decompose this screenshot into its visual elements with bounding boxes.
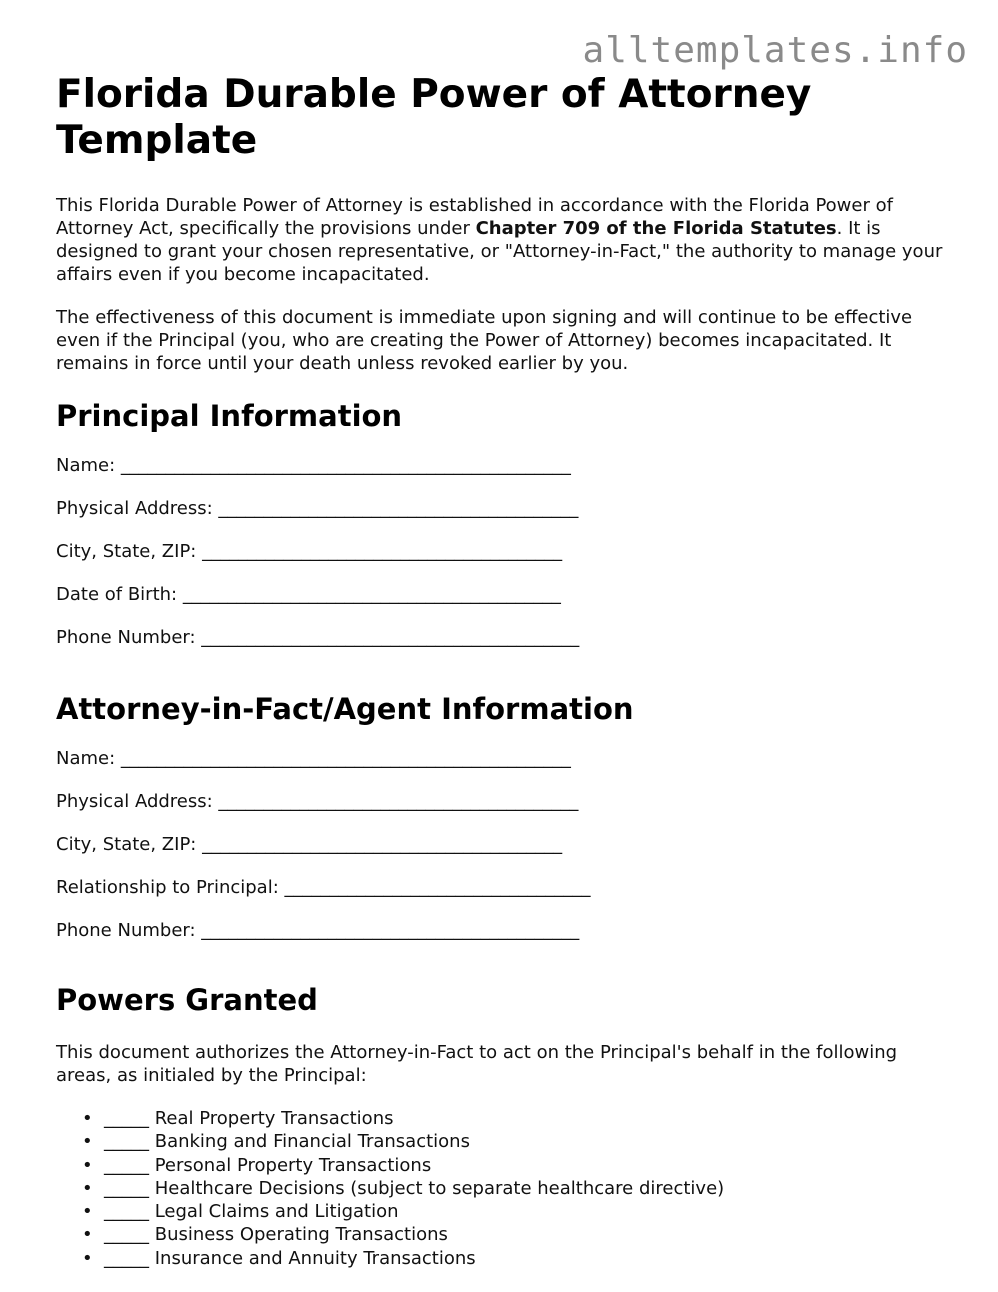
- powers-list: [56, 1107, 946, 1270]
- agent-section-heading: Attorney-in-Fact/Agent Information: [56, 692, 634, 726]
- intro-paragraph-1: [56, 194, 946, 286]
- power-item-insurance: • _____ Insurance and Annuity Transactions: [104, 1247, 946, 1270]
- watermark: alltemplates.info: [582, 30, 968, 71]
- principal-name-field: Name: __________________________________________________: [56, 455, 571, 476]
- agent-city-field: City, State, ZIP: ________________________________________: [56, 834, 563, 855]
- powers-section-heading: Powers Granted: [56, 983, 318, 1017]
- principal-phone-field: Phone Number: __________________________________________: [56, 627, 580, 648]
- principal-fields: [56, 455, 946, 670]
- agent-relationship-field: Relationship to Principal: __________________________________: [56, 877, 591, 898]
- intro-statute-reference: Chapter 709 of the Florida Statutes: [475, 218, 837, 239]
- principal-address-field: Physical Address: ________________________________________: [56, 498, 579, 519]
- document-page: [56, 72, 946, 1270]
- page-title: Florida Durable Power of Attorney Template: [56, 72, 812, 163]
- power-item-real-property: • _____ Real Property Transactions: [104, 1107, 946, 1130]
- power-item-legal-claims: • _____ Legal Claims and Litigation: [104, 1200, 946, 1223]
- intro-text-after: . It is designed to grant your chosen representative, or "Attorney-in-Fact," the authority to manage your affairs even if you become incapacitated.: [56, 218, 943, 285]
- power-item-healthcare: • _____ Healthcare Decisions (subject to separate healthcare directive): [104, 1177, 946, 1200]
- agent-address-field: Physical Address: ________________________________________: [56, 791, 579, 812]
- agent-fields: [56, 748, 946, 963]
- principal-section-heading: Principal Information: [56, 399, 403, 433]
- power-item-banking: • _____ Banking and Financial Transactions: [104, 1130, 946, 1153]
- power-item-personal-property: • _____ Personal Property Transactions: [104, 1154, 946, 1177]
- agent-phone-field: Phone Number: __________________________________________: [56, 920, 580, 941]
- powers-intro-paragraph: This document authorizes the Attorney-in-Fact to act on the Principal's behalf in the following areas, as initialed by the Principal:: [56, 1042, 898, 1086]
- principal-dob-field: Date of Birth: __________________________________________: [56, 584, 561, 605]
- agent-name-field: Name: __________________________________________________: [56, 748, 571, 769]
- intro-text-before: This Florida Durable Power of Attorney is established in accordance with the Florida Power of Attorney Act, specifically the provisions under: [56, 195, 893, 239]
- intro-paragraph-2: The effectiveness of this document is immediate upon signing and will continue to be effective even if the Principal (you, who are creating the Power of Attorney) becomes incapacitated. It remains in force until your death unless revoked earlier by you.: [56, 307, 913, 374]
- principal-city-field: City, State, ZIP: ________________________________________: [56, 541, 563, 562]
- power-item-business: • _____ Business Operating Transactions: [104, 1223, 946, 1246]
